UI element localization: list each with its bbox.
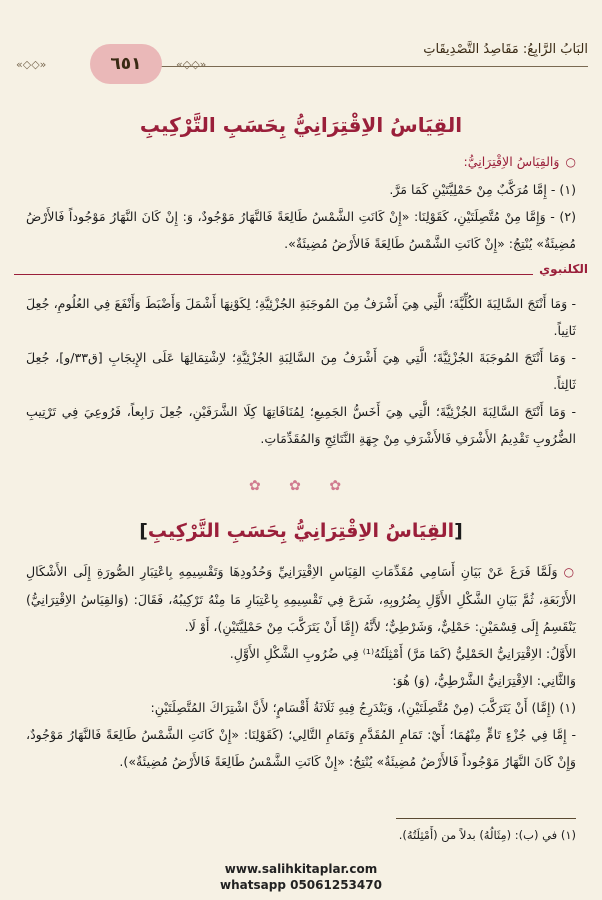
divider-line (14, 274, 588, 275)
watermark-whatsapp: whatsapp 05061253470 (220, 878, 382, 892)
watermark-url: www.salihkitaplar.com (224, 862, 378, 876)
running-title: البَابُ الرَّابِعُ: مَقَاصِدُ التَّصْدِيقَاتِ (423, 42, 588, 57)
flower-ornament: ✿ ✿ ✿ (248, 478, 354, 494)
paragraph: - إِمَّا فِي جُزْءٍ تَامٍّ مِنْهُمَا؛ أَيْ: تَمَامِ المُقَدَّمِ وَتَمَامِ التَّالِي؛ (كَقَوْلِنَا: «إِنْ كَانَتِ الشَّمْسُ طَالِعَةً فَالنَّهَارُ مَوْجُودٌ، وَإِنْ كَانَ النَّهَارُ مَوْجُوداً فَالأَرْضُ مُضِيئَةٌ» يُنْتِجُ: «إِنْ كَانَتِ الشَّمْسُ طَالِعَةً فَالأَرْضُ مُضِيئَةٌ»). (26, 727, 576, 769)
ornament-right: «◇◇» (176, 58, 207, 71)
section-1 (26, 112, 576, 138)
paragraph: (٢) - وَإِمَّا مِنْ مُتَّصِلَتَيْنِ، كَقَوْلِنَا: «إِنْ كَانَتِ الشَّمْسُ طَالِعَةً فَالنَّهَارُ مَوْجُودٌ، وَ: إِنْ كَانَ النَّهَارُ مَوْجُوداً فَالأَرْضُ مُضِيئَةٌ» يُنْتِجُ: «إِنْ كَانَتِ الشَّمْسُ طَالِعَةً فَالأَرْضُ مُضِيئَةٌ». (26, 209, 576, 251)
section-title-text: القِيَاسُ الاِقْتِرَانِيُّ بِحَسَبِ التَّرْكِيبِ (147, 520, 455, 542)
section-title: القِيَاسُ الاِقْتِرَانِيُّ بِحَسَبِ التَّرْكِيبِ (139, 113, 463, 137)
page-number: ٦٥١ (110, 54, 142, 74)
paragraph: - وَمَا أَنْتَجَ المُوجَبَةَ الجُزْئِيَّةَ؛ الَّتِي هِيَ أَشْرَفُ مِنَ السَّالِبَةِ الجُزْئِيَّةِ؛ لاِشْتِمَالِهَا عَلَى الإِيجَابِ [ق٣٣/و]، جُعِلَ ثَالِثاً. (26, 350, 576, 392)
circle-bullet-icon: ○ (565, 155, 576, 169)
paragraph: الأَوَّلُ: الاِقْتِرَانِيُّ الحَمْلِيُّ (كَمَا مَرَّ) أَمْثِلَتُهُ⁽¹⁾ فِي ضُرُوبِ الشَّكْلِ الأَوَّلِ. (229, 646, 576, 661)
commentary-label: الكلنبوي (533, 262, 588, 276)
ornament-left: «◇◇» (16, 58, 47, 71)
section-1-body (26, 148, 576, 257)
page-number-badge (90, 44, 162, 84)
section-3 (26, 520, 576, 542)
paragraph: - وَمَا أَنْتَجَ السَّالِبَةَ الجُزْئِيَّةَ؛ الَّتِي هِيَ أَخَسُّ الجَمِيعِ؛ لِمُنَافَاتِهَا كِلَا الشَّرَفَيْنِ، جُعِلَ رَابِعاً، فَرُوعِيَ فِي تَرْتِيبِ الضُّرُوبِ تَقْدِيمُ الأَشْرَفِ فَالأَشْرَفِ مِنْ جِهَةِ النَّتَائِجِ وَالمُقَدِّمَاتِ. (26, 404, 576, 446)
header-rule (158, 66, 588, 67)
footnote: (١) في (ب): (مِثَالُهُ) بدلاً من (أَمْثِلَتُهُ). (398, 828, 576, 842)
section-title: [القِيَاسُ الاِقْتِرَانِيُّ بِحَسَبِ التَّرْكِيبِ] (139, 520, 463, 542)
circle-bullet-icon: ○ (563, 565, 576, 579)
commentary-divider (14, 262, 588, 275)
page-header (8, 40, 594, 74)
section-2-body (26, 290, 576, 452)
paragraph-text: وَالقِيَاسُ الاِقْتِرَانِيُّ: (463, 154, 560, 169)
paragraph: (١) (إِمَّا) أَنْ يَتَرَكَّبَ (مِنْ مُتَّصِلَتَيْنِ)، وَيَنْدَرِجُ فِيهِ ثَلَاثَةُ أَقْسَامٍ؛ لأَنَّ اشْتِرَاكَ المُتَّصِلَتَيْنِ: (150, 700, 576, 715)
paragraph (26, 148, 576, 176)
paragraph: وَالثَّانِي: الاِقْتِرَانِيُّ الشَّرْطِيُّ، (وَ) هُوَ: (392, 673, 576, 688)
paragraph: - وَمَا أَنْتَجَ السَّالِبَةَ الكُلِّيَّةَ؛ الَّتِي هِيَ أَشْرَفُ مِنَ المُوجَبَةِ الجُزْئِيَّةِ؛ لِكَوْنِهَا أَشْمَلَ وَأَضْبَطَ وَأَنْفَعَ فِي العُلُومِ، جُعِلَ ثَانِياً. (26, 296, 576, 338)
section-3-body (26, 558, 576, 775)
paragraph-text: وَلَمَّا فَرَغَ عَنْ بَيَانِ أَسَامِي مُقَدِّمَاتِ القِيَاسِ الاِقْتِرَانِيِّ وَحُدُودِهَا وَتَقْسِيمِهِ بِاعْتِبَارِ الصُّورَةِ إِلَى الأَشْكَالِ الأَرْبَعَةِ، ثُمَّ بَيَانِ الشَّكْلِ الأَوَّلِ بِضُرُوبِهِ، شَرَعَ فِي تَقْسِيمِهِ بِاعْتِبَارِ مَا مِنْهُ تَرْكِيبُهُ، فَقَالَ: (وَالقِيَاسُ الاِقْتِرَانِيُّ) يَنْقَسِمُ إِلَى قِسْمَيْنِ: حَمْلِيٌّ، وَشَرْطِيٌّ؛ لأَنَّهُ (إِمَّا أَنْ يَتَرَكَّبَ مِنْ حَمْلِيَّتَيْنِ)، أَوْ لَا. (26, 564, 576, 634)
paragraph (26, 558, 576, 640)
paragraph: (١) - إِمَّا مُرَكَّبٌ مِنْ حَمْلِيَّتَيْنِ كَمَا مَرَّ. (389, 182, 576, 197)
footnote-rule (396, 818, 576, 819)
